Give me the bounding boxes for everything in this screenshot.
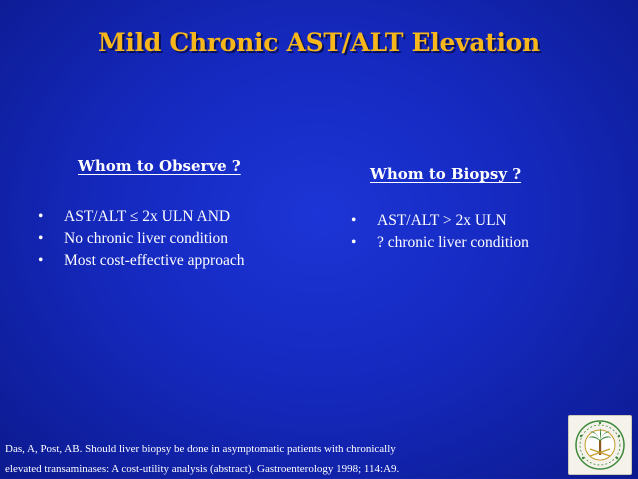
list-item: • No chronic liver condition (38, 228, 244, 250)
emblem-logo-icon (568, 415, 632, 475)
list-item: • AST/ALT > 2x ULN (351, 210, 529, 232)
citation (5, 439, 399, 479)
observe-list (38, 206, 244, 272)
list-item: • Most cost-effective approach (38, 250, 244, 272)
observe-heading: Whom to Observe ? (78, 157, 241, 175)
slide-title: Mild Chronic AST/ALT Elevation (98, 28, 540, 57)
list-item: • ? chronic liver condition (351, 232, 529, 254)
biopsy-list (351, 210, 529, 254)
citation-line: Das, A, Post, AB. Should liver biopsy be done in asymptomatic patients with chronically (5, 443, 396, 455)
list-item: • AST/ALT ≤ 2x ULN AND (38, 206, 244, 228)
citation-line: elevated transaminases: A cost-utility analysis (abstract). Gastroenterology 1998; 114:A9. (5, 463, 400, 475)
biopsy-heading: Whom to Biopsy ? (370, 165, 522, 183)
